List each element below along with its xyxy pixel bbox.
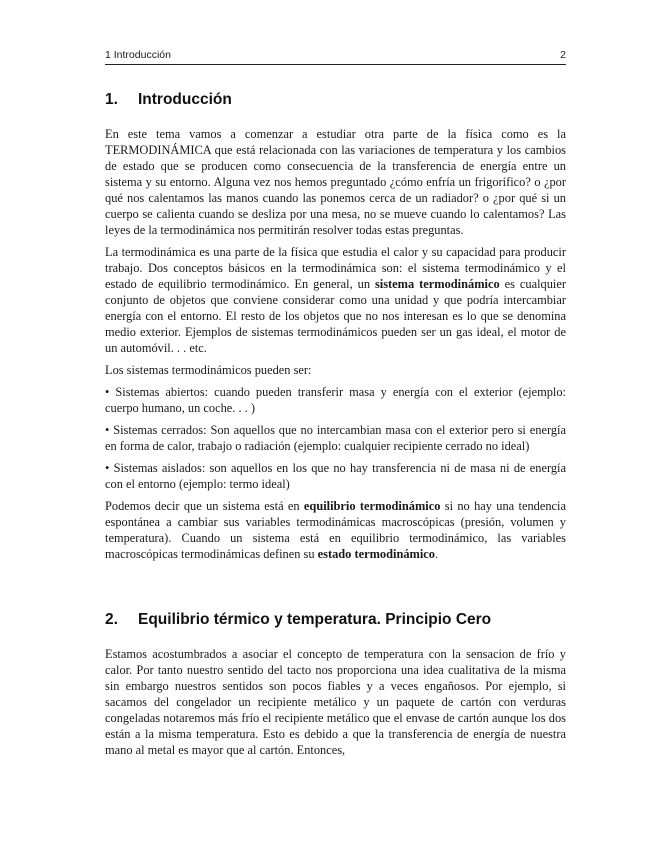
term-equilibrio-termodinamico: equilibrio termodinámico	[303, 499, 441, 513]
definition-paragraph	[105, 244, 566, 356]
systems-intro: Los sistemas termodinámicos pueden ser:	[105, 363, 312, 377]
section-2-title: Equilibrio térmico y temperatura. Principio Cero	[138, 611, 492, 628]
intro-paragraph: En este tema vamos a comenzar a estudiar otra parte de la física como es la TERMODINÁMICA que está relacionada con las variaciones de temperatura y los cambios de estado que se producen como consecuencia de la transferencia de energía entre un sistema y su entorno. Alguna vez nos hemos preguntado ¿cómo enfría un frigorífico? o ¿por qué nos calentamos las manos cuando las ponemos cerca de un radiador? o ¿por qué si un cuerpo se calienta cuando se desliza por una mesa, no se mueve cuando lo calentamos? Las leyes de la termodinámica nos permitirán resolver todas estas preguntas.	[105, 127, 566, 237]
bullet-sistemas-abiertos: • Sistemas abiertos: cuando pueden transferir masa y energía con el exterior (ejemplo: cuerpo humano, un coche. . . )	[105, 385, 566, 415]
section-1-number: 1.	[105, 91, 118, 108]
section-2-heading	[105, 610, 566, 630]
temperature-paragraph: Estamos acostumbrados a asociar el concepto de temperatura con la sensacion de frío y calor. Por tanto nuestro sentido del tacto nos proporciona una idea cualitativa de la misma sin embargo nuestros sentidos son pocos fiables y a veces engañosos. Por ejemplo, si sacamos del congelador un recipiente metálico y un paquete de cartón con verduras congeladas notaremos más frío el recipiente metálico que el envase de cartón aunque los dos están a la misma temperatura. Esto es debido a que la transferencia de energía de nuestra mano al metal es mayor que al cartón. Entonces,	[105, 647, 566, 757]
section-introduccion	[105, 90, 566, 110]
section-1-heading	[105, 90, 566, 110]
section-1-title: Introducción	[138, 91, 232, 108]
definition-text-a: La termodinámica es una parte de la física que estudia el calor y su capacidad para producir trabajo. Dos conceptos básicos en la termodinámica son: el sistema termodinámico y el estado de equilibrio termodinámico. En general, un	[105, 245, 566, 291]
section-1-body	[105, 126, 566, 562]
section-2-body	[105, 646, 566, 758]
section-equilibrio-termico	[105, 610, 566, 630]
definition-text-b: es cualquier conjunto de objetos que conviene considerar como una unidad y que podría intercambiar energía con el entorno. El resto de los objetos que no nos interesan es lo que se denomina medio exterior. Ejemplos de sistemas termodinámicos pueden ser un gas ideal, el motor de un automóvil. . . etc.	[105, 277, 566, 355]
header-rule	[105, 64, 566, 65]
bullet-sistemas-cerrados: • Sistemas cerrados: Son aquellos que no intercambian masa con el exterior pero si energía en forma de calor, trabajo o radiación (ejemplo: cualquier recipiente cerrado no ideal)	[105, 423, 566, 453]
equilibrium-text-a: Podemos decir que un sistema está en	[105, 499, 304, 513]
running-header	[105, 49, 566, 62]
equilibrium-text-b: si no hay una tendencia espontánea a cambiar sus variables termodinámicas macroscópicas (presión, volumen y temperatura). Cuando un sistema está en equilibrio termodinámico, las variables macroscópicas termodinámicas definen su	[105, 499, 566, 561]
term-sistema-termodinamico: sistema termodinámico	[374, 277, 500, 291]
term-estado-termodinamico: estado termodinámico	[317, 547, 435, 561]
page-number: 2	[560, 49, 566, 61]
equilibrium-text-c: .	[435, 547, 439, 561]
bullet-sistemas-aislados: • Sistemas aislados: son aquellos en los que no hay transferencia ni de masa ni de energía con el entorno (ejemplo: termo ideal)	[105, 461, 566, 491]
equilibrium-paragraph	[105, 498, 566, 562]
running-title: 1 Introducción	[105, 49, 171, 61]
section-2-number: 2.	[105, 611, 118, 628]
